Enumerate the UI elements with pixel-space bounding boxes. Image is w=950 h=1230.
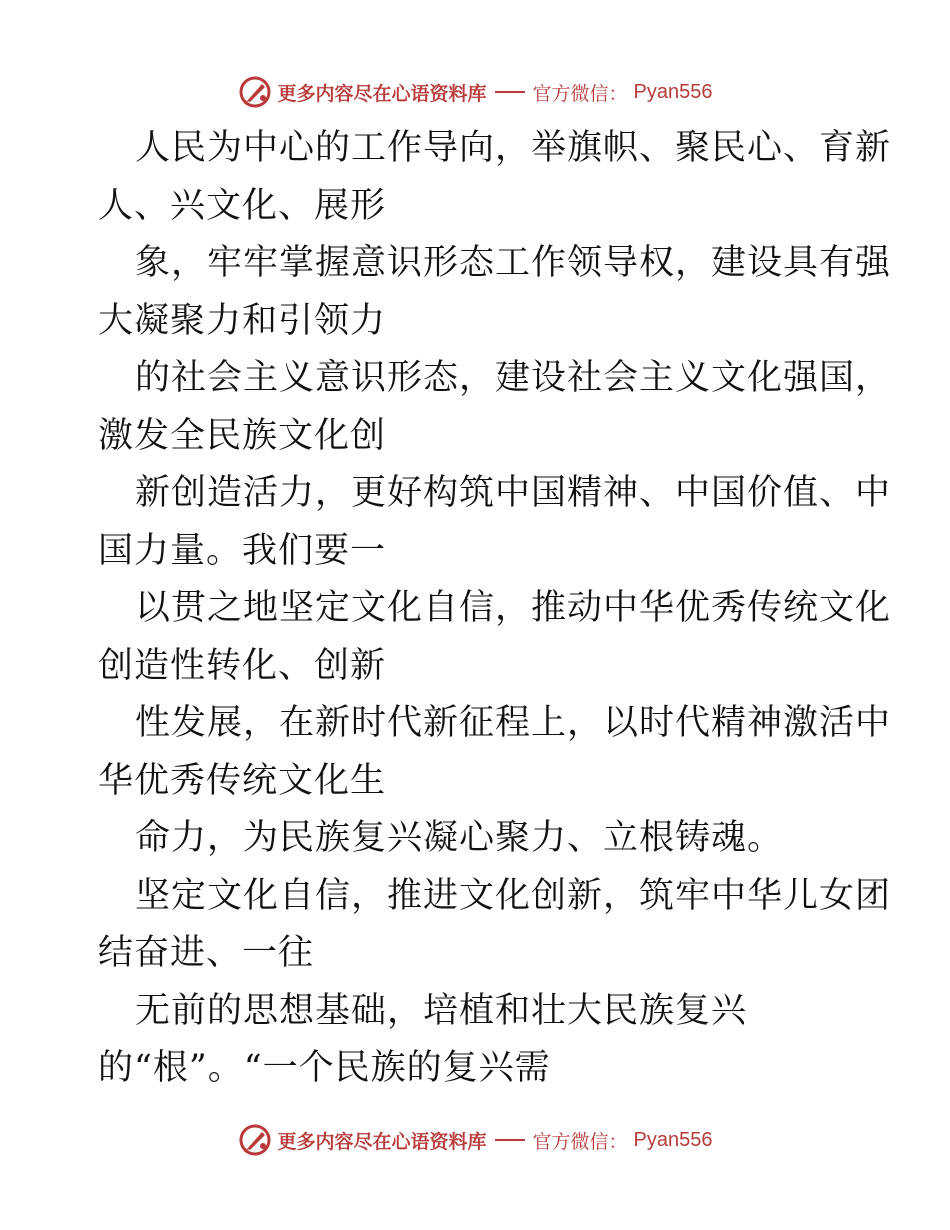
text-line: 性发展，在新时代新征程上，以时代精神激活中 — [135, 703, 892, 743]
text-line: 激发全民族文化创 — [98, 415, 387, 456]
header-wechat-id: Pyan556 — [633, 80, 713, 103]
text-line: 华优秀传统文化生 — [98, 760, 387, 801]
quill-logo-icon — [238, 1123, 272, 1157]
text-line: 结奋进、一往 — [98, 933, 315, 973]
text-line: 命力，为民族复兴凝心聚力、立根铸魂。 — [135, 818, 784, 858]
text-line: 人民为中心的工作导向，举旗帜、聚民心、育新 — [135, 128, 892, 168]
footer-wechat-id: Pyan556 — [633, 1128, 713, 1151]
header-dash — [495, 91, 525, 93]
text-line: 的“根”。“一个民族的复兴需 — [98, 1048, 551, 1088]
text-line: 新创造活力，更好构筑中国精神、中国价值、中 — [135, 473, 892, 513]
text-line: 以贯之地坚定文化自信，推动中华优秀传统文化 — [135, 588, 892, 628]
footer-wechat-label: 官方微信： — [532, 1130, 628, 1153]
footer-watermark — [0, 1118, 950, 1162]
document-body — [98, 120, 892, 1098]
text-line: 象，牢牢掌握意识形态工作领导权，建设具有强 — [135, 243, 892, 283]
header-wechat-label: 官方微信： — [532, 82, 628, 105]
text-line: 的社会主义意识形态，建设社会主义文化强国， — [135, 358, 892, 398]
text-line: 无前的思想基础，培植和壮大民族复兴 — [135, 990, 748, 1031]
text-line: 人、兴文化、展形 — [98, 185, 387, 226]
header-watermark-inner — [238, 75, 713, 109]
text-line: 创造性转化、创新 — [98, 645, 387, 686]
header-brand-text: 更多内容尽在心语资料库 — [277, 82, 487, 105]
text-line: 坚定文化自信，推进文化创新，筑牢中华儿女团 — [135, 875, 892, 916]
footer-brand-text: 更多内容尽在心语资料库 — [277, 1130, 487, 1153]
footer-dash — [495, 1139, 525, 1141]
text-line: 大凝聚力和引领力 — [98, 300, 387, 341]
quill-logo-icon — [238, 75, 272, 109]
footer-watermark-inner — [238, 1123, 713, 1157]
header-watermark — [0, 70, 950, 114]
text-line: 国力量。我们要一 — [98, 530, 387, 571]
